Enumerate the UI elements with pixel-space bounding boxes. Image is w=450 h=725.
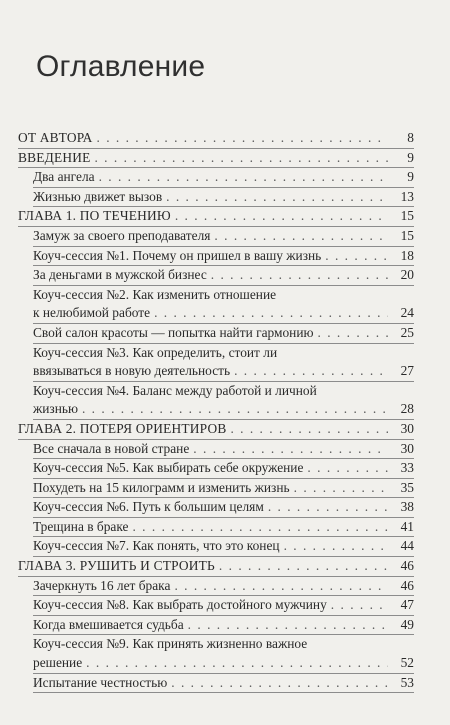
toc-entry-page-number: 25 — [400, 324, 414, 340]
toc-entry[interactable] — [33, 266, 414, 286]
toc-entry-label: Коуч-сессия №7. Как понять, что это конец — [33, 538, 280, 554]
toc-entry-label-line1: Коуч-сессия №2. Как изменить отношение — [33, 286, 277, 302]
toc-entry-page-number: 9 — [407, 149, 414, 165]
dot-leader — [268, 498, 388, 517]
dot-leader — [86, 654, 388, 673]
dot-leader — [188, 616, 388, 635]
dot-leader — [175, 207, 388, 226]
toc-entry-label: За деньгами в мужской бизнес — [33, 267, 207, 283]
toc-entry-page-number: 27 — [400, 363, 414, 379]
dot-leader — [214, 227, 388, 246]
toc-entry-label: Коуч-сессия №1. Почему он пришел в вашу жизнь — [33, 247, 322, 263]
toc-entry-label: Все сначала в новой стране — [33, 440, 190, 456]
dot-leader — [171, 674, 388, 693]
toc-entry-page-number: 46 — [400, 558, 414, 574]
toc-chapter-entry[interactable] — [18, 420, 414, 440]
toc-chapter-entry[interactable] — [18, 129, 414, 149]
toc-entry[interactable] — [33, 440, 414, 460]
toc-entry-page-number: 28 — [400, 401, 414, 417]
toc-entry-label: к нелюбимой работе — [33, 305, 151, 321]
toc-entry-label: Трещина в браке — [33, 518, 129, 534]
toc-entry[interactable] — [33, 674, 414, 694]
toc-entry[interactable] — [33, 227, 414, 247]
toc-entry-page-number: 15 — [400, 208, 414, 224]
toc-entry-page-number: 18 — [400, 247, 414, 263]
toc-entry-label: ОТ АВТОРА — [18, 130, 93, 145]
toc-entry-label: Свой салон красоты — попытка найти гармонию — [33, 324, 314, 340]
toc-entry[interactable] — [33, 324, 414, 344]
toc-entry-page-number: 20 — [400, 267, 414, 283]
dot-leader — [99, 168, 388, 187]
dot-leader — [318, 324, 388, 343]
dot-leader — [331, 596, 388, 615]
dot-leader — [97, 129, 389, 148]
toc-entry-page-number: 52 — [400, 655, 414, 671]
dot-leader — [166, 188, 388, 207]
toc-entry-label: Коуч-сессия №8. Как выбрать достойного мужчину — [33, 597, 327, 613]
toc-entry-page-number: 24 — [400, 305, 414, 321]
toc-chapter-entry[interactable] — [18, 149, 414, 169]
toc-entry-label: ГЛАВА 2. ПОТЕРЯ ОРИЕНТИРОВ — [18, 420, 227, 436]
toc-entry-label: ВВЕДЕНИЕ — [18, 149, 91, 165]
toc-entry-page-number: 41 — [400, 518, 414, 534]
toc-entry-page-number: 49 — [400, 616, 414, 632]
page-title: Оглавление — [36, 50, 206, 83]
toc-entry[interactable] — [33, 286, 414, 324]
toc-entry[interactable] — [33, 459, 414, 479]
toc-entry[interactable] — [33, 188, 414, 208]
toc-entry-page-number: 8 — [407, 130, 414, 145]
toc-entry-label: Два ангела — [33, 169, 95, 185]
toc-entry-page-number: 33 — [400, 460, 414, 476]
toc-entry-label: Когда вмешивается судьба — [33, 616, 184, 632]
toc-entry-label-line1: Коуч-сессия №3. Как определить, стоит ли — [33, 344, 278, 360]
toc-entry[interactable] — [33, 479, 414, 499]
toc-entry[interactable] — [33, 247, 414, 267]
dot-leader — [154, 304, 388, 323]
dot-leader — [193, 440, 388, 459]
toc-entry[interactable] — [33, 537, 414, 557]
toc-entry-label: ГЛАВА 1. ПО ТЕЧЕНИЮ — [18, 208, 171, 224]
toc-chapter-entry[interactable] — [18, 557, 414, 577]
toc-entry[interactable] — [33, 168, 414, 188]
dot-leader — [230, 420, 388, 439]
toc-entry-page-number: 13 — [400, 188, 414, 204]
toc-entry-page-number: 15 — [400, 227, 414, 243]
toc-entry-page-number: 35 — [400, 479, 414, 495]
toc-entry[interactable] — [33, 518, 414, 538]
toc-entry[interactable] — [33, 382, 414, 420]
toc-entry[interactable] — [33, 635, 414, 673]
toc-entry-label: Жизнью движет вызов — [33, 188, 163, 204]
toc-entry-page-number: 38 — [400, 499, 414, 515]
dot-leader — [284, 537, 388, 556]
toc-entry-label: Коуч-сессия №6. Путь к большим целям — [33, 499, 264, 515]
dot-leader — [219, 557, 388, 576]
toc-entry-page-number: 47 — [400, 597, 414, 613]
toc-entry-label: ввязываться в новую деятельность — [33, 363, 231, 379]
table-of-contents — [18, 129, 414, 693]
toc-entry[interactable] — [33, 577, 414, 597]
dot-leader — [82, 400, 388, 419]
toc-entry-label: Замуж за своего преподавателя — [33, 227, 211, 243]
toc-entry[interactable] — [33, 344, 414, 382]
toc-entry-label-line1: Коуч-сессия №4. Баланс между работой и личной — [33, 382, 317, 398]
toc-entry[interactable] — [33, 498, 414, 518]
dot-leader — [307, 459, 388, 478]
dot-leader — [294, 479, 388, 498]
toc-entry-label: решение — [33, 655, 83, 671]
toc-entry-page-number: 30 — [400, 420, 414, 436]
toc-entry-page-number: 44 — [400, 538, 414, 554]
toc-entry-label: Коуч-сессия №5. Как выбирать себе окружение — [33, 460, 304, 476]
dot-leader — [234, 362, 388, 381]
toc-entry-page-number: 53 — [400, 674, 414, 690]
dot-leader — [325, 247, 388, 266]
toc-entry-page-number: 9 — [407, 169, 414, 185]
toc-entry-label-line1: Коуч-сессия №9. Как принять жизненно важное — [33, 636, 308, 652]
toc-entry-label: Похудеть на 15 килограмм и изменить жизнь — [33, 479, 290, 495]
dot-leader — [211, 266, 388, 285]
toc-entry-label: ГЛАВА 3. РУШИТЬ И СТРОИТЬ — [18, 558, 215, 574]
toc-entry[interactable] — [33, 616, 414, 636]
toc-entry-label: Испытание честностью — [33, 674, 168, 690]
toc-entry-label: Зачеркнуть 16 лет брака — [33, 577, 171, 593]
dot-leader — [174, 577, 388, 596]
toc-entry-page-number: 30 — [400, 440, 414, 456]
toc-entry[interactable] — [33, 596, 414, 616]
toc-chapter-entry[interactable] — [18, 207, 414, 227]
dot-leader — [132, 518, 388, 537]
toc-entry-label: жизнью — [33, 401, 78, 417]
toc-entry-page-number: 46 — [400, 577, 414, 593]
dot-leader — [94, 149, 388, 168]
